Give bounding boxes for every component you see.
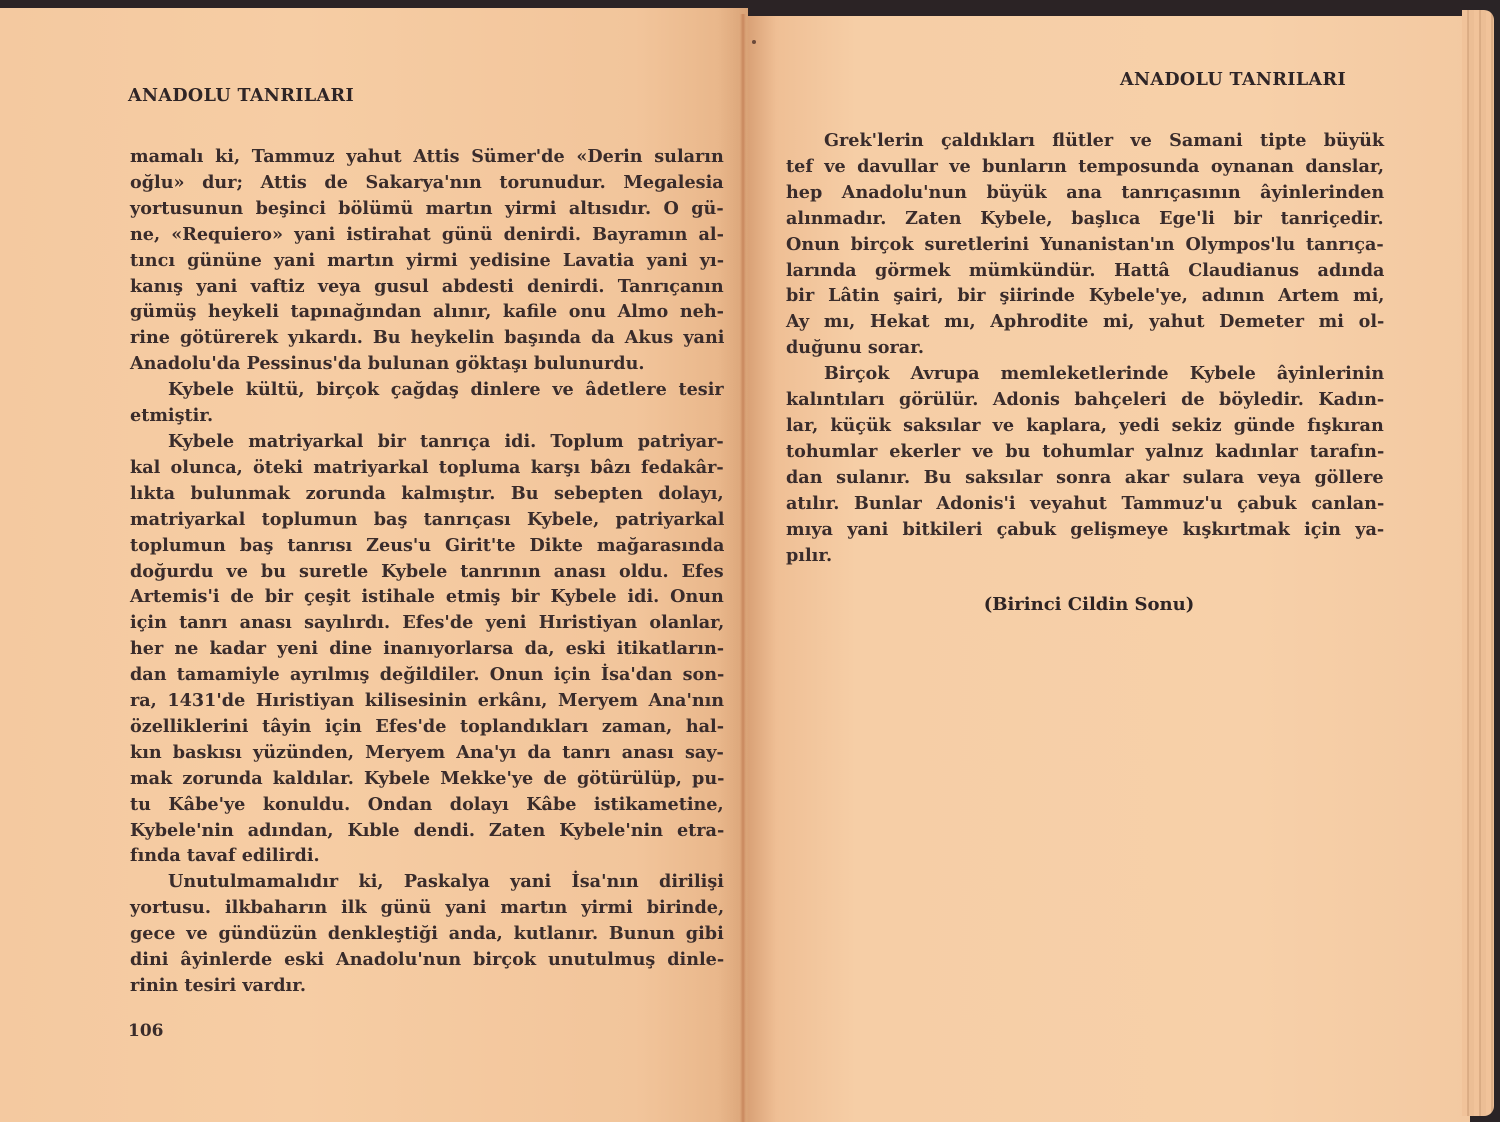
- text-line: Anadolu'da Pessinus'da bulunan göktaşı bulunurdu.: [130, 353, 645, 375]
- text-line: ra, 1431'de Hıristiyan kilisesinin erkânı, Meryem Ana'nın: [130, 690, 725, 712]
- text-line: rine götürerek yıkardı. Bu heykelin başında da Akus yani: [130, 327, 725, 349]
- closing-note: (Birinci Cildin Sonu): [983, 594, 1195, 615]
- text-line: mak zorunda kaldılar. Kybele Mekke'ye de götürülüp, pu-: [130, 767, 725, 789]
- text-line: atılır. Bunlar Adonis'i veyahut Tammuz'u çabuk canlan-: [786, 492, 1385, 514]
- right-page-body: [786, 128, 1384, 568]
- paper-speck: [752, 40, 756, 44]
- running-head-left: ANADOLU TANRILARI: [128, 86, 355, 106]
- text-line: lar, küçük saksılar ve kaplara, yedi sekiz günde fışkıran: [786, 414, 1384, 436]
- text-line: Ay mı, Hekat mı, Aphrodite mi, yahut Demeter mi ol-: [786, 311, 1385, 333]
- text-line: pılır.: [786, 544, 833, 566]
- text-line: gece ve gündüzün denkleştiği anda, kutlanır. Bunun gibi: [130, 923, 724, 945]
- text-line: özelliklerini tâyin için Efes'de toplandıkları zaman, hal-: [130, 715, 725, 737]
- text-line: rinin tesiri vardır.: [130, 975, 306, 996]
- text-line: matriyarkal toplumun baş tanrıçası Kybele, patriyarkal: [130, 508, 725, 530]
- text-line: kal olunca, öteki matriyarkal topluma karşı bâzı fedakâr-: [130, 456, 724, 478]
- text-line: Unutulmamalıdır ki, Paskalya yani İsa'nın dirilişi: [168, 871, 724, 893]
- text-line: kanış yani vaftiz veya gusul abdesti denirdi. Tanrıçanın: [130, 275, 724, 297]
- text-line: her ne kadar yeni dine inanıyorlarsa da, eski itikatların-: [130, 638, 725, 660]
- text-line: ne, «Requiero» yani istirahat günü denirdi. Bayramın al-: [130, 223, 724, 245]
- text-line: Grek'lerin çaldıkları flütler ve Samani tipte büyük: [824, 130, 1385, 151]
- text-line: lıkta bulunmak zorunda kalmıştır. Bu sebepten dolayı,: [130, 482, 724, 504]
- text-line: tef ve davullar ve bunların temposunda oynanan danslar,: [786, 155, 1384, 177]
- text-line: dini âyinlerde eski Anadolu'nun birçok unutulmuş dinle-: [130, 949, 725, 971]
- text-line: Birçok Avrupa memleketlerinde Kybele âyinlerinin: [824, 363, 1385, 385]
- text-line: alınmadır. Zaten Kybele, başlıca Ege'li bir tanriçedir.: [786, 207, 1384, 229]
- text-line: larında görmek mümkündür. Hattâ Claudianus adında: [786, 259, 1385, 281]
- book-spine: [740, 14, 746, 1122]
- text-line: Kybele matriyarkal bir tanrıça idi. Toplum patriyar-: [168, 430, 724, 452]
- text-line: Kybele'nin adından, Kıble dendi. Zaten Kybele'nin etra-: [130, 819, 725, 841]
- text-line: mıya yani bitkileri çabuk gelişmeye kışkırtmak için ya-: [786, 518, 1385, 540]
- text-line: doğurdu ve bu suretle Kybele tanrının anası oldu. Efes: [130, 560, 724, 582]
- text-line: duğunu sorar.: [786, 337, 924, 359]
- text-line: dan sulanır. Bu saksılar sonra akar sulara veya göllere: [786, 466, 1384, 488]
- text-line: Onun birçok suretlerini Yunanistan'ın Olympos'lu tanrıça-: [786, 233, 1384, 255]
- text-line: toplumun baş tanrısı Zeus'u Girit'te Dikte mağarasında: [130, 534, 725, 556]
- left-page-body: [130, 144, 724, 999]
- text-line: kın baskısı yüzünden, Meryem Ana'yı da tanrı anası say-: [130, 741, 724, 763]
- text-line: etmiştir.: [130, 405, 214, 427]
- page-edges: [1462, 10, 1494, 1116]
- text-line: gümüş heykeli tapınağından alınır, kafile onu Almo neh-: [130, 301, 724, 323]
- text-line: oğlu» dur; Attis de Sakarya'nın torunudur. Megalesia: [130, 171, 724, 193]
- text-line: için tanrı anası sayılırdı. Efes'de yeni Hıristiyan olanlar,: [130, 612, 725, 634]
- text-line: yortusu. ilkbaharın ilk günü yani martın yirmi birinde,: [130, 897, 725, 919]
- page-number: 106: [128, 1021, 164, 1041]
- text-line: dan tamamiyle ayrılmış değildiler. Onun için İsa'dan son-: [130, 664, 725, 686]
- text-line: bir Lâtin şairi, bir şiirinde Kybele'ye, adının Artem mi,: [786, 285, 1385, 307]
- text-line: tıncı gününe yani martın yirmi yedisine Lavatia yani yı-: [130, 249, 725, 271]
- text-line: tu Kâbe'ye konuldu. Ondan dolayı Kâbe istikametine,: [130, 793, 724, 815]
- left-page: [0, 0, 748, 1122]
- text-line: mamalı ki, Tammuz yahut Attis Sümer'de «Derin suların: [130, 146, 724, 167]
- text-line: fında tavaf edilirdi.: [130, 845, 320, 867]
- text-line: hep Anadolu'nun büyük ana tanrıçasının âyinlerinden: [786, 181, 1385, 203]
- text-line: tohumlar ekerler ve bu tohumlar yalnız kadınlar tarafın-: [786, 440, 1385, 462]
- text-line: kalıntıları görülür. Adonis bahçeleri de böyledir. Kadın-: [786, 389, 1385, 411]
- text-line: yortusunun beşinci bölümü martın yirmi altısıdır. O gü-: [130, 197, 724, 219]
- running-head-right: ANADOLU TANRILARI: [1120, 70, 1347, 90]
- text-line: Kybele kültü, birçok çağdaş dinlere ve âdetlere tesir: [168, 379, 724, 401]
- text-line: Artemis'i de bir çeşit istihale etmiş bir Kybele idi. Onun: [130, 586, 724, 608]
